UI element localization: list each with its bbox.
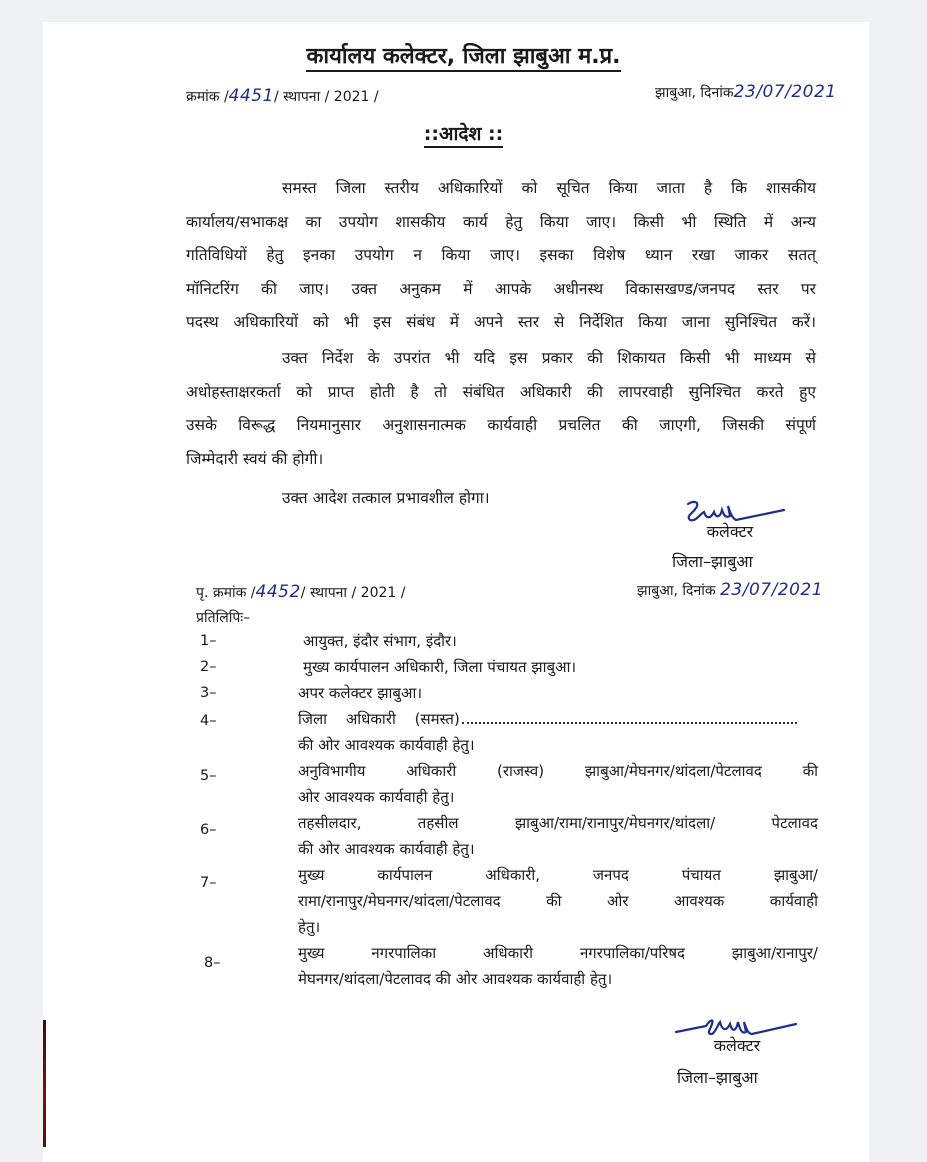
copy-item-number: 5– bbox=[200, 768, 217, 784]
paragraph-line: समस्त जिला स्तरीय अधिकारियों को सूचित किया जाता है कि शासकीय bbox=[282, 179, 816, 197]
office-title: कार्यालय कलेक्टर, जिला झाबुआ म.प्र. bbox=[0, 40, 927, 70]
copy-item-number: 4– bbox=[200, 713, 217, 729]
copy-item-line: तहसीलदार, तहसील झाबुआ/रामा/रानापुर/मेघनगर/थांदला/ पेटलावद bbox=[298, 814, 818, 832]
copy-item-2 bbox=[303, 654, 823, 680]
copy-reference-number bbox=[196, 582, 405, 602]
place-date bbox=[655, 82, 837, 102]
copy-item-number: 6– bbox=[200, 822, 217, 838]
copy-item-line: मुख्य कार्यपालन अधिकारी, जनपद पंचायत झाबुआ/ bbox=[298, 866, 818, 884]
copy-item-line: अनुविभागीय अधिकारी (राजस्व) झाबुआ/मेघनगर/थांदला/पेटलावद की bbox=[298, 762, 818, 780]
copy-item-line: मुख्य नगरपालिका अधिकारी नगरपालिका/परिषद झाबुआ/रानापुर/ bbox=[298, 944, 818, 962]
paragraph-line: मॉनिटरिंग की जाए। उक्त अनुकम में आपके अधीनस्थ विकासखण्ड/जनपद स्तर पर bbox=[186, 279, 816, 298]
paragraph-line: उसके विरूद्ध नियमानुसार अनुशासनात्मक कार्यवाही प्रचलित की जाएगी, जिसकी संपूर्ण bbox=[186, 416, 816, 434]
copy-item-line: अपर कलेक्टर झाबुआ। bbox=[298, 684, 423, 702]
dotted-fill-line bbox=[462, 722, 797, 724]
paragraph-line: कार्यालय/सभाकक्ष का उपयोग शासकीय कार्य हेतु किया जाए। किसी भी स्थिति में अन्य bbox=[186, 212, 816, 231]
ref-suffix: / स्थापना / 2021 / bbox=[300, 585, 406, 601]
ref-suffix: / स्थापना / 2021 / bbox=[273, 89, 379, 105]
place-date-label: झाबुआ, दिनांक bbox=[655, 85, 734, 101]
place-date-label: झाबुआ, दिनांक bbox=[637, 583, 716, 599]
signature-block-2 bbox=[672, 1010, 802, 1056]
copy-item-1 bbox=[303, 628, 823, 654]
page-edge-mark bbox=[43, 1020, 46, 1147]
copy-item-8 bbox=[298, 940, 818, 992]
signature-block-1 bbox=[660, 496, 800, 542]
copy-item-line: जिला अधिकारी (समस्त) bbox=[298, 710, 460, 728]
ref-prefix: पृ. क्रमांक / bbox=[196, 585, 256, 601]
copy-item-7 bbox=[298, 862, 818, 940]
paragraph-line: जिम्मेदारी स्वयं की होगी। bbox=[186, 449, 324, 468]
paragraph-line: उक्त निर्देश के उपरांत भी यदि इस प्रकार की शिकायत किसी भी माध्यम से bbox=[282, 349, 816, 367]
copy-item-line: की ओर आवश्यक कार्यवाही हेतु। bbox=[298, 736, 475, 754]
copy-item-4 bbox=[298, 706, 818, 758]
order-effective-line: उक्त आदेश तत्काल प्रभावशील होगा। bbox=[282, 489, 490, 507]
copy-item-number: 3– bbox=[200, 685, 217, 701]
order-heading: ::आदेश :: bbox=[0, 120, 927, 146]
copy-item-number: 2– bbox=[200, 659, 217, 675]
ref-number-handwritten: 4451 bbox=[228, 86, 274, 106]
copy-item-6 bbox=[298, 810, 818, 862]
signature-place-date bbox=[637, 580, 823, 600]
copy-item-5 bbox=[298, 758, 818, 810]
order-paragraph-2 bbox=[186, 342, 816, 476]
copy-item-line: मुख्य कार्यपालन अधिकारी, जिला पंचायत झाबुआ। bbox=[303, 658, 577, 676]
copy-item-3 bbox=[298, 680, 818, 706]
copy-item-line: मेघनगर/थांदला/पेटलावद की ओर आवश्यक कार्यवाही हेतु। bbox=[298, 970, 613, 988]
copy-item-line: की ओर आवश्यक कार्यवाही हेतु। bbox=[298, 840, 475, 858]
paragraph-line: अधोहस्ताक्षरकर्ता को प्राप्त होती है तो संबंधित अधिकारी की लापरवाही सुनिश्चित करते हुए bbox=[186, 382, 816, 401]
copy-item-number: 8– bbox=[204, 955, 221, 971]
copy-item-line: रामा/रानापुर/मेघनगर/थांदला/पेटलावद की ओर आवश्यक कार्यवाही bbox=[298, 892, 818, 910]
paragraph-line: गतिविधियों हेतु इनका उपयोग न किया जाए। इसका विशेष ध्यान रखा जाकर सतत् bbox=[186, 246, 816, 264]
signature-district: जिला–झाबुआ bbox=[672, 552, 753, 571]
ref-number-handwritten: 4452 bbox=[255, 582, 301, 602]
reference-number bbox=[186, 86, 379, 106]
signature-designation: कलेक्टर bbox=[706, 522, 754, 541]
date-handwritten: 23/07/2021 bbox=[720, 580, 824, 600]
ref-prefix: क्रमांक / bbox=[186, 89, 229, 105]
copy-item-line: आयुक्त, इंदौर संभाग, इंदौर। bbox=[303, 632, 457, 650]
signature-designation: कलेक्टर bbox=[713, 1036, 761, 1055]
copy-item-line: ओर आवश्यक कार्यवाही हेतु। bbox=[298, 788, 455, 806]
copy-item-line: हेतु। bbox=[298, 918, 321, 936]
paragraph-line: पदस्थ अधिकारियों को भी इस संबंध में अपने स्तर से निर्देशित किया जाना सुनिश्चित करें। bbox=[186, 313, 816, 331]
copy-item-number: 7– bbox=[200, 875, 217, 891]
signature-district: जिला–झाबुआ bbox=[677, 1068, 758, 1087]
date-handwritten: 23/07/2021 bbox=[733, 82, 837, 102]
copy-item-number: 1– bbox=[200, 633, 217, 649]
order-paragraph-1 bbox=[186, 172, 816, 340]
copy-label: प्रतिलिपिः– bbox=[196, 610, 251, 626]
